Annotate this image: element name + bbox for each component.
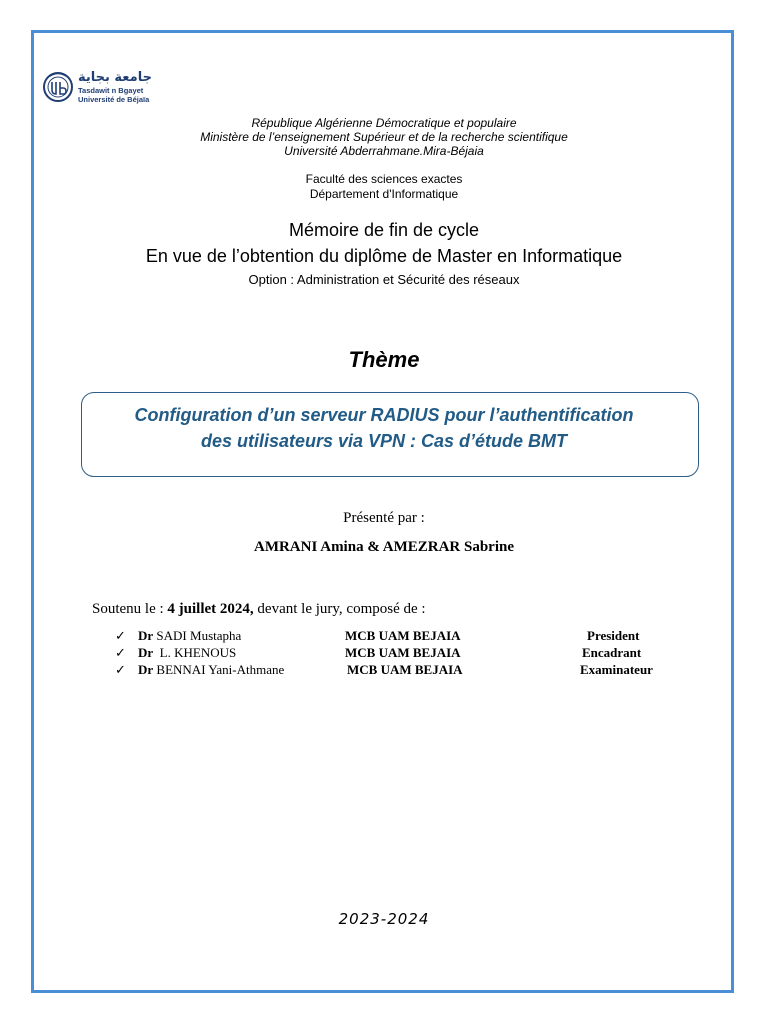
logo-universite-text: Université de Béjaïa bbox=[78, 95, 150, 104]
option-line: Option : Administration et Sécurité des réseaux bbox=[248, 272, 520, 287]
jury-member-role: Examinateur bbox=[580, 662, 653, 677]
jury-member-name: Dr BENNAI Yani-Athmane bbox=[138, 662, 285, 677]
theme-title-line2: des utilisateurs via VPN : Cas d’étude BMT bbox=[200, 431, 568, 451]
faculty-line: Faculté des sciences exactes bbox=[305, 172, 463, 186]
republic-line: République Algérienne Démocratique et populaire bbox=[251, 116, 517, 130]
check-icon: ✓ bbox=[115, 628, 126, 643]
university-line: Université Abderrahmane.Mira-Béjaia bbox=[284, 144, 484, 158]
academic-year: 2023-2024 bbox=[338, 910, 430, 928]
jury-member-grade: MCB UAM BEJAIA bbox=[345, 628, 461, 643]
jury-member-grade: MCB UAM BEJAIA bbox=[347, 662, 463, 677]
department-line: Département d'Informatique bbox=[309, 187, 459, 201]
jury-member-role: President bbox=[587, 628, 640, 643]
jury-member-name: Dr L. KHENOUS bbox=[138, 645, 237, 660]
jury-member-grade: MCB UAM BEJAIA bbox=[345, 645, 461, 660]
memoire-title: Mémoire de fin de cycle bbox=[288, 220, 480, 240]
jury-row bbox=[0, 628, 768, 646]
defense-date: 4 juillet 2024, bbox=[167, 601, 254, 617]
defense-prefix: Soutenu le : bbox=[92, 601, 168, 617]
check-icon: ✓ bbox=[115, 662, 126, 677]
theme-heading: Thème bbox=[348, 347, 420, 372]
authors: AMRANI Amina & AMEZRAR Sabrine bbox=[253, 539, 514, 555]
theme-title-line1: Configuration d’un serveur RADIUS pour l’authentification bbox=[134, 405, 634, 425]
logo-tasdawit-text: Tasdawit n Bgayet bbox=[78, 86, 144, 95]
jury-row bbox=[0, 645, 768, 663]
defense-line bbox=[92, 600, 426, 618]
university-logo bbox=[42, 68, 172, 108]
presented-by-label: Présenté par : bbox=[343, 510, 425, 526]
jury-row bbox=[0, 662, 768, 680]
logo-arabic-text: جامعة بجاية bbox=[78, 70, 152, 85]
ministry-line: Ministère de l’enseignement Supérieur et de la recherche scientifique bbox=[200, 130, 568, 144]
jury-member-name: Dr SADI Mustapha bbox=[138, 628, 242, 643]
check-icon: ✓ bbox=[115, 645, 126, 660]
defense-suffix: devant le jury, composé de : bbox=[253, 601, 426, 617]
university-seal-icon bbox=[42, 70, 74, 104]
memoire-subtitle: En vue de l’obtention du diplôme de Master en Informatique bbox=[145, 246, 623, 266]
jury-member-role: Encadrant bbox=[582, 645, 642, 660]
